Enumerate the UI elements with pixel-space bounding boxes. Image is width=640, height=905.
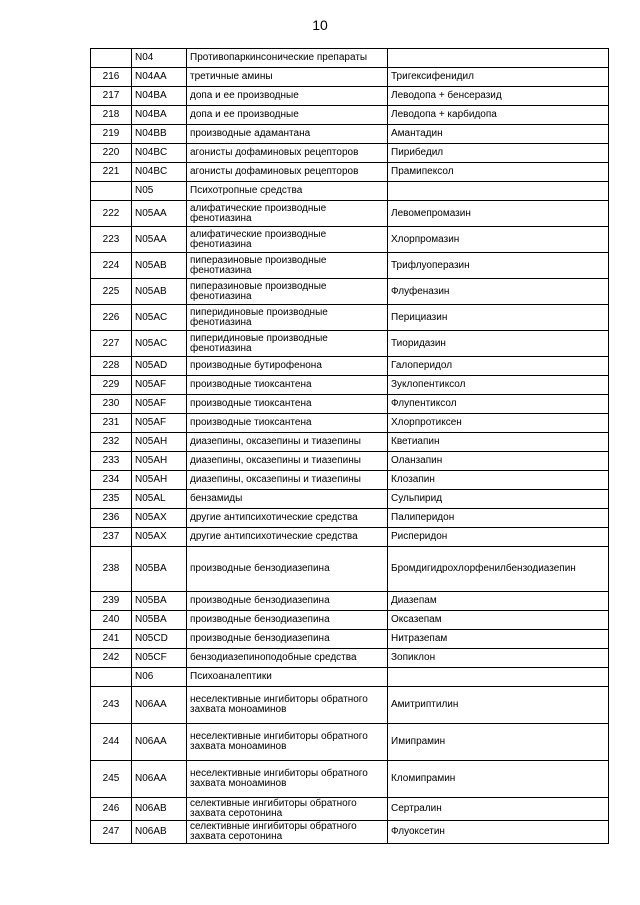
description-cell: допа и ее производные — [187, 106, 388, 125]
atc-code-cell: N04AA — [132, 68, 187, 87]
table-row — [91, 144, 609, 163]
atc-code-cell: N04BB — [132, 125, 187, 144]
table-row — [91, 68, 609, 87]
table-row — [91, 357, 609, 376]
drug-name-cell: Оксазепам — [388, 611, 609, 630]
table-row — [91, 87, 609, 106]
atc-code-cell: N04BA — [132, 87, 187, 106]
row-number-cell: 229 — [91, 376, 132, 395]
row-number-cell: 245 — [91, 761, 132, 798]
description-cell: производные тиоксантена — [187, 414, 388, 433]
description-cell: бензамиды — [187, 490, 388, 509]
table-row — [91, 761, 609, 798]
drug-name-cell: Флупентиксол — [388, 395, 609, 414]
atc-code-cell: N05BA — [132, 592, 187, 611]
table-row — [91, 433, 609, 452]
description-cell: пиперидиновые производные фенотиазина — [187, 305, 388, 331]
row-number-cell: 243 — [91, 687, 132, 724]
drug-name-cell: Левомепромазин — [388, 201, 609, 227]
row-number-cell: 220 — [91, 144, 132, 163]
row-number-cell: 222 — [91, 201, 132, 227]
page-number: 10 — [312, 17, 328, 33]
description-cell: агонисты дофаминовых рецепторов — [187, 144, 388, 163]
drug-name-cell: Сертралин — [388, 798, 609, 821]
drug-name-cell: Флуфеназин — [388, 279, 609, 305]
description-cell: селективные ингибиторы обратного захвата серотонина — [187, 798, 388, 821]
description-cell: бензодиазепиноподобные средства — [187, 649, 388, 668]
atc-code-cell: N05AA — [132, 201, 187, 227]
row-number-cell: 241 — [91, 630, 132, 649]
atc-code-cell: N05AL — [132, 490, 187, 509]
drug-name-cell: Имипрамин — [388, 724, 609, 761]
drug-name-cell: Диазепам — [388, 592, 609, 611]
atc-code-cell: N06AA — [132, 687, 187, 724]
description-cell: другие антипсихотические средства — [187, 528, 388, 547]
description-cell: производные бензодиазепина — [187, 547, 388, 592]
row-number-cell: 247 — [91, 821, 132, 844]
table-row — [91, 471, 609, 490]
description-cell: пиперазиновые производные фенотиазина — [187, 253, 388, 279]
description-cell: пиперидиновые производные фенотиазина — [187, 331, 388, 357]
atc-code-cell: N06AA — [132, 724, 187, 761]
section-row — [91, 49, 609, 68]
row-number-cell: 246 — [91, 798, 132, 821]
drug-name-cell: Амитриптилин — [388, 687, 609, 724]
atc-code-cell: N06AA — [132, 761, 187, 798]
atc-code-cell: N05AX — [132, 509, 187, 528]
table-row — [91, 528, 609, 547]
atc-code-cell: N05BA — [132, 611, 187, 630]
description-cell: Психоаналептики — [187, 668, 388, 687]
description-cell: алифатические производные фенотиазина — [187, 227, 388, 253]
table-body — [91, 49, 609, 844]
table-row — [91, 279, 609, 305]
row-number-cell: 232 — [91, 433, 132, 452]
drug-name-cell: Флуоксетин — [388, 821, 609, 844]
drug-name-cell: Перициазин — [388, 305, 609, 331]
description-cell: агонисты дофаминовых рецепторов — [187, 163, 388, 182]
description-cell: производные бензодиазепина — [187, 592, 388, 611]
atc-code-cell: N04BC — [132, 163, 187, 182]
description-cell: неселективные ингибиторы обратного захвата моноаминов — [187, 724, 388, 761]
description-cell: алифатические производные фенотиазина — [187, 201, 388, 227]
row-number-cell: 242 — [91, 649, 132, 668]
row-number-cell: 228 — [91, 357, 132, 376]
table-row — [91, 125, 609, 144]
description-cell: Психотропные средства — [187, 182, 388, 201]
drug-name-cell — [388, 49, 609, 68]
atc-code-cell: N05AH — [132, 433, 187, 452]
row-number-cell: 225 — [91, 279, 132, 305]
section-row — [91, 668, 609, 687]
row-number-cell: 230 — [91, 395, 132, 414]
table-row — [91, 106, 609, 125]
drug-name-cell: Кветиапин — [388, 433, 609, 452]
row-number-cell — [91, 668, 132, 687]
atc-code-cell: N05AB — [132, 279, 187, 305]
drug-name-cell: Оланзапин — [388, 452, 609, 471]
row-number-cell: 235 — [91, 490, 132, 509]
row-number-cell: 223 — [91, 227, 132, 253]
row-number-cell: 239 — [91, 592, 132, 611]
row-number-cell: 240 — [91, 611, 132, 630]
atc-code-cell: N05AC — [132, 305, 187, 331]
atc-code-cell: N05BA — [132, 547, 187, 592]
atc-code-cell: N04BA — [132, 106, 187, 125]
drug-name-cell: Галоперидол — [388, 357, 609, 376]
row-number-cell: 226 — [91, 305, 132, 331]
table-row — [91, 331, 609, 357]
table-row — [91, 452, 609, 471]
row-number-cell: 244 — [91, 724, 132, 761]
atc-code-cell: N06AB — [132, 798, 187, 821]
drug-table — [90, 48, 609, 844]
drug-name-cell — [388, 668, 609, 687]
description-cell: диазепины, оксазепины и тиазепины — [187, 452, 388, 471]
description-cell: производные бутирофенона — [187, 357, 388, 376]
description-cell: производные тиоксантена — [187, 376, 388, 395]
drug-name-cell: Леводопа + бенсеразид — [388, 87, 609, 106]
row-number-cell: 237 — [91, 528, 132, 547]
description-cell: допа и ее производные — [187, 87, 388, 106]
atc-code-cell: N05AA — [132, 227, 187, 253]
atc-code-cell: N05AB — [132, 253, 187, 279]
description-cell: производные бензодиазепина — [187, 611, 388, 630]
drug-name-cell: Пирибедил — [388, 144, 609, 163]
description-cell: диазепины, оксазепины и тиазепины — [187, 433, 388, 452]
drug-name-cell: Нитразепам — [388, 630, 609, 649]
table-row — [91, 376, 609, 395]
row-number-cell: 227 — [91, 331, 132, 357]
row-number-cell — [91, 49, 132, 68]
drug-name-cell: Бромдигидрохлорфенилбензодиазепин — [388, 547, 609, 592]
table-row — [91, 253, 609, 279]
atc-code-cell: N06AB — [132, 821, 187, 844]
table-row — [91, 724, 609, 761]
description-cell: производные бензодиазепина — [187, 630, 388, 649]
table-row — [91, 414, 609, 433]
drug-name-cell: Кломипрамин — [388, 761, 609, 798]
atc-code-cell: N04 — [132, 49, 187, 68]
row-number-cell: 218 — [91, 106, 132, 125]
row-number-cell: 216 — [91, 68, 132, 87]
drug-name-cell: Леводопа + карбидопа — [388, 106, 609, 125]
row-number-cell: 221 — [91, 163, 132, 182]
description-cell: производные адамантана — [187, 125, 388, 144]
drug-name-cell: Хлорпромазин — [388, 227, 609, 253]
table-row — [91, 687, 609, 724]
table-row — [91, 592, 609, 611]
atc-code-cell: N04BC — [132, 144, 187, 163]
atc-code-cell: N06 — [132, 668, 187, 687]
table-row — [91, 227, 609, 253]
table-row — [91, 547, 609, 592]
description-cell: селективные ингибиторы обратного захвата серотонина — [187, 821, 388, 844]
atc-code-cell: N05AH — [132, 452, 187, 471]
description-cell: Противопаркинсонические препараты — [187, 49, 388, 68]
atc-code-cell: N05AF — [132, 395, 187, 414]
drug-name-cell: Тиоридазин — [388, 331, 609, 357]
drug-name-cell: Трифлуоперазин — [388, 253, 609, 279]
table-row — [91, 395, 609, 414]
row-number-cell — [91, 182, 132, 201]
row-number-cell: 234 — [91, 471, 132, 490]
description-cell: пиперазиновые производные фенотиазина — [187, 279, 388, 305]
drug-name-cell: Палиперидон — [388, 509, 609, 528]
description-cell: неселективные ингибиторы обратного захвата моноаминов — [187, 687, 388, 724]
row-number-cell: 231 — [91, 414, 132, 433]
table-row — [91, 163, 609, 182]
drug-name-cell — [388, 182, 609, 201]
table-row — [91, 201, 609, 227]
row-number-cell: 219 — [91, 125, 132, 144]
table-row — [91, 649, 609, 668]
table-row — [91, 305, 609, 331]
drug-name-cell: Сульпирид — [388, 490, 609, 509]
drug-name-cell: Клозапин — [388, 471, 609, 490]
row-number-cell: 233 — [91, 452, 132, 471]
table-row — [91, 630, 609, 649]
description-cell: диазепины, оксазепины и тиазепины — [187, 471, 388, 490]
atc-code-cell: N05AX — [132, 528, 187, 547]
description-cell: другие антипсихотические средства — [187, 509, 388, 528]
drug-name-cell: Зопиклон — [388, 649, 609, 668]
atc-code-cell: N05AF — [132, 414, 187, 433]
row-number-cell: 238 — [91, 547, 132, 592]
atc-code-cell: N05 — [132, 182, 187, 201]
table-row — [91, 490, 609, 509]
drug-name-cell: Амантадин — [388, 125, 609, 144]
row-number-cell: 236 — [91, 509, 132, 528]
atc-code-cell: N05AH — [132, 471, 187, 490]
description-cell: производные тиоксантена — [187, 395, 388, 414]
row-number-cell: 224 — [91, 253, 132, 279]
atc-code-cell: N05AC — [132, 331, 187, 357]
section-row — [91, 182, 609, 201]
atc-code-cell: N05AD — [132, 357, 187, 376]
table-row — [91, 798, 609, 821]
drug-name-cell: Хлорпротиксен — [388, 414, 609, 433]
row-number-cell: 217 — [91, 87, 132, 106]
drug-name-cell: Зуклопентиксол — [388, 376, 609, 395]
table-row — [91, 509, 609, 528]
drug-name-cell: Рисперидон — [388, 528, 609, 547]
table-row — [91, 611, 609, 630]
description-cell: неселективные ингибиторы обратного захвата моноаминов — [187, 761, 388, 798]
drug-name-cell: Прамипексол — [388, 163, 609, 182]
description-cell: третичные амины — [187, 68, 388, 87]
atc-code-cell: N05CF — [132, 649, 187, 668]
drug-name-cell: Тригексифенидил — [388, 68, 609, 87]
table-row — [91, 821, 609, 844]
atc-code-cell: N05CD — [132, 630, 187, 649]
atc-code-cell: N05AF — [132, 376, 187, 395]
